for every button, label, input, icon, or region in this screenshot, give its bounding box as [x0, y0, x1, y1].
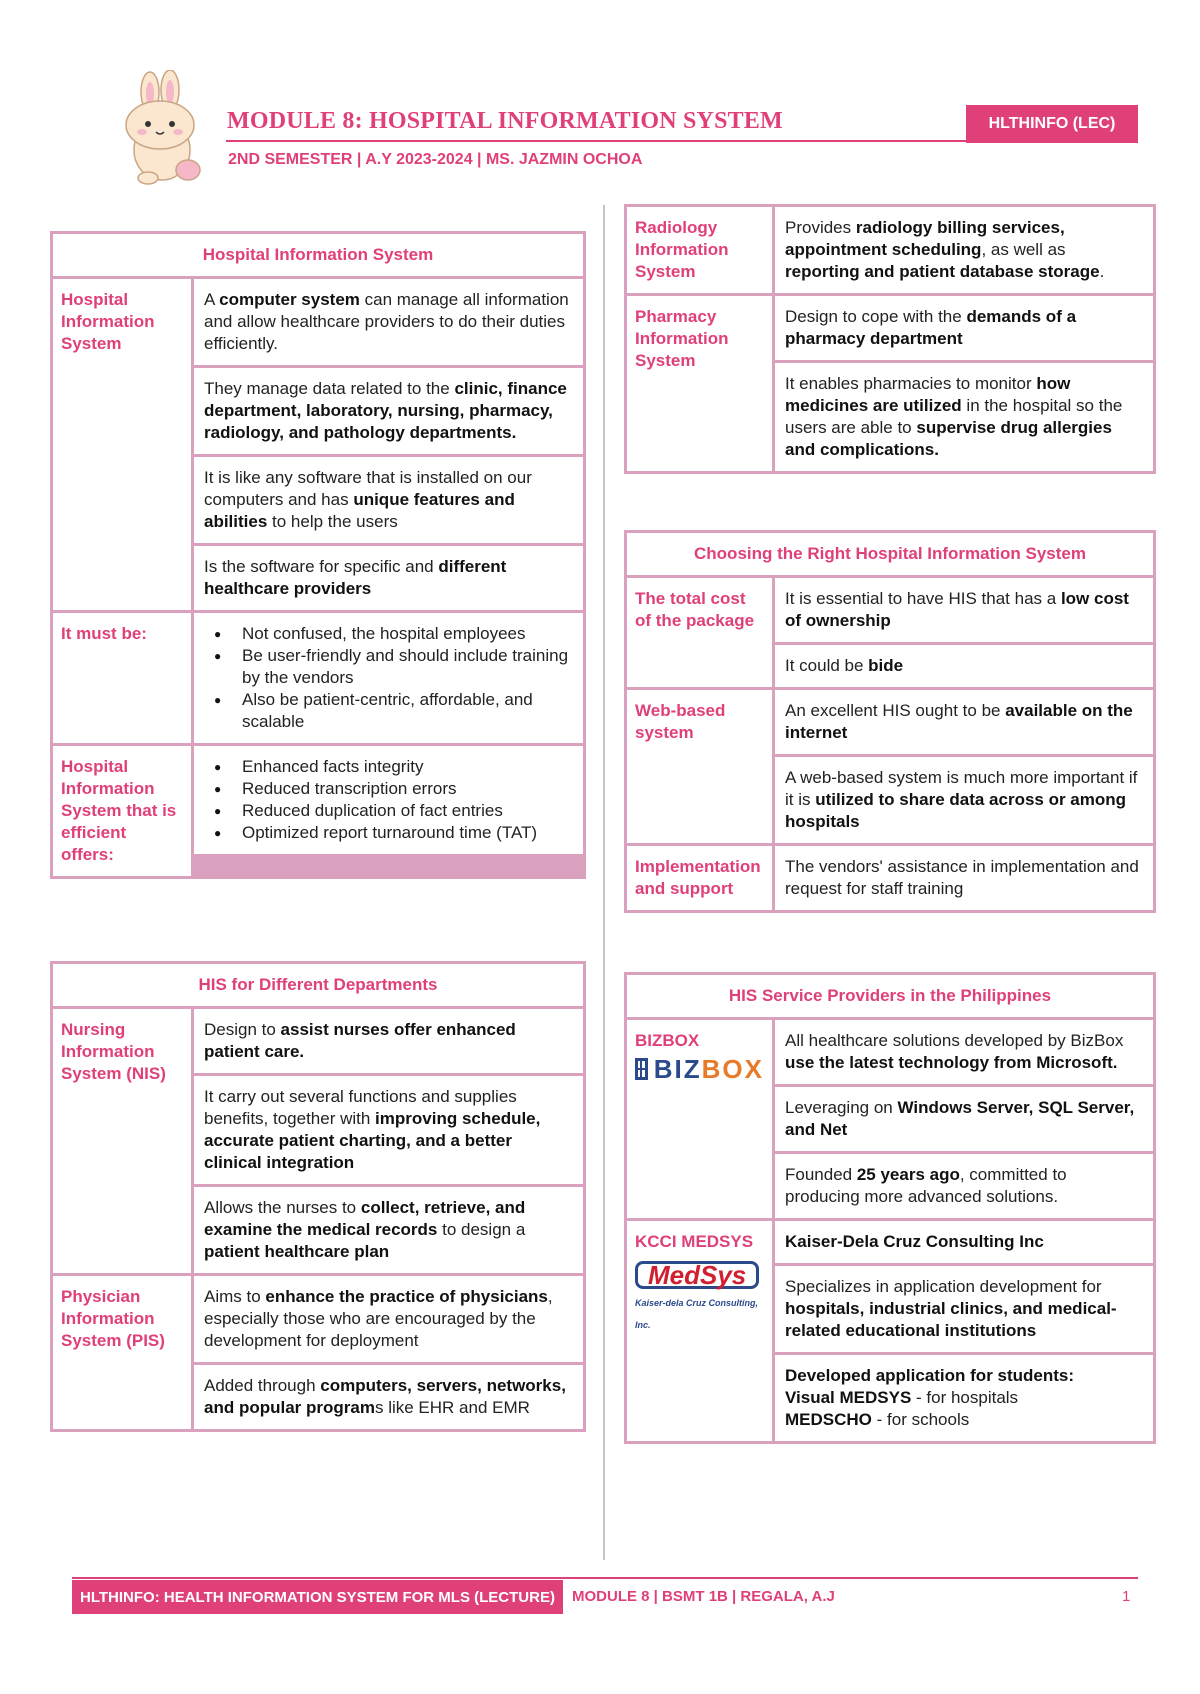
list-item: ● Reduced transcription errors	[204, 778, 573, 800]
table-row-web-based-system	[627, 690, 1153, 843]
table-row-nursing-information-system-nis	[53, 1009, 583, 1273]
table-cell: A computer system can manage all information and allow healthcare providers to do their duties efficiently.	[194, 279, 583, 365]
row-label: Pharmacy Information System	[627, 296, 772, 471]
table-cell: Developed application for students: Visual MEDSYS - for hospitals MEDSCHO - for schools	[775, 1355, 1153, 1441]
row-label: Nursing Information System (NIS)	[53, 1009, 191, 1273]
row-label: Implementation and support	[627, 846, 772, 910]
departments-table	[50, 961, 586, 1432]
row-label: The total cost of the package	[627, 578, 772, 687]
table-row-bizbox	[627, 1020, 1153, 1218]
table-row-hospital-information-system	[53, 279, 583, 610]
table-cell: Founded 25 years ago, committed to producing more advanced solutions.	[775, 1154, 1153, 1218]
table-cell: Allows the nurses to collect, retrieve, and examine the medical records to design a patient healthcare plan	[194, 1187, 583, 1273]
table-cell: They manage data related to the clinic, finance department, laboratory, nursing, pharmacy, radiology, and pathology departments.	[194, 368, 583, 454]
table-cell: The vendors' assistance in implementation and request for staff training	[775, 846, 1153, 910]
row-label: Radiology Information System	[627, 207, 772, 293]
providers-table	[624, 972, 1156, 1444]
column-divider	[603, 205, 605, 1560]
title-rule	[226, 140, 966, 142]
list-item: ● Reduced duplication of fact entries	[204, 800, 573, 822]
medsys-logo-icon: MedSys Kaiser-dela Cruz Consulting, Inc.	[635, 1260, 759, 1330]
table-row-pharmacy-information-system	[627, 296, 1153, 471]
table-row-implementation-and-support	[627, 846, 1153, 910]
table-cell: Design to assist nurses offer enhanced patient care.	[194, 1009, 583, 1073]
list-item: ● Be user-friendly and should include training by the vendors	[204, 645, 573, 689]
table-cell: Aims to enhance the practice of physicians, especially those who are encouraged by the development for deployment	[194, 1276, 583, 1362]
bullet-list	[194, 613, 583, 743]
table-cell: An excellent HIS ought to be available on the internet	[775, 690, 1153, 754]
table-cell: It is like any software that is installed on our computers and has unique features and abilities to help the users	[194, 457, 583, 543]
bizbox-logo-icon: BIZBOX	[635, 1058, 764, 1080]
table-cell: Is the software for specific and different healthcare providers	[194, 546, 583, 610]
table-cell: It could be bide	[775, 645, 1153, 687]
table-row-it-must-be	[53, 613, 583, 743]
table-cell: It enables pharmacies to monitor how medicines are utilized in the hospital so the users are able to supervise drug allergies and complications.	[775, 363, 1153, 471]
table-cell: Specializes in application development for hospitals, industrial clinics, and medical-related educational institutions	[775, 1266, 1153, 1352]
row-label: Physician Information System (PIS)	[53, 1276, 191, 1429]
table-cell: It carry out several functions and supplies benefits, together with improving schedule, accurate patient charting, and a better clinical integration	[194, 1076, 583, 1184]
table-cell: A web-based system is much more important if it is utilized to share data across or among hospitals	[775, 757, 1153, 843]
list-item: ● Not confused, the hospital employees	[204, 623, 573, 645]
table-heading: HIS Service Providers in the Philippines	[627, 975, 1153, 1017]
footer-rule	[72, 1577, 1138, 1579]
table-row-hospital-information-system-that-is-efficient-offers	[53, 746, 583, 876]
table-cell: It is essential to have HIS that has a low cost of ownership	[775, 578, 1153, 642]
table-row-radiology-information-system	[627, 207, 1153, 293]
choosing-his-table	[624, 530, 1156, 913]
page-number: 1	[1122, 1588, 1131, 1605]
bunny-icon	[118, 70, 210, 190]
page-subtitle: 2ND SEMESTER | A.Y 2023-2024 | MS. JAZMIN OCHOA	[228, 151, 643, 168]
row-label: KCCI MEDSYS MedSys Kaiser-dela Cruz Consulting, Inc.	[627, 1221, 772, 1441]
page-title: MODULE 8: HOSPITAL INFORMATION SYSTEM	[227, 108, 783, 134]
table-cell: Design to cope with the demands of a pharmacy department	[775, 296, 1153, 360]
list-item: ● Optimized report turnaround time (TAT)	[204, 822, 573, 844]
radiology-pharmacy-table	[624, 204, 1156, 474]
table-row-physician-information-system-pis	[53, 1276, 583, 1429]
table-cell: Leveraging on Windows Server, SQL Server, and Net	[775, 1087, 1153, 1151]
table-cell: Provides radiology billing services, appointment scheduling, as well as reporting and patient database storage.	[775, 207, 1153, 293]
his-table	[50, 231, 586, 879]
table-heading: Choosing the Right Hospital Information System	[627, 533, 1153, 575]
table-cell: All healthcare solutions developed by BizBox use the latest technology from Microsoft.	[775, 1020, 1153, 1084]
list-item: ● Also be patient-centric, affordable, and scalable	[204, 689, 573, 733]
footer-info: MODULE 8 | BSMT 1B | REGALA, A.J	[572, 1588, 835, 1605]
table-row-the-total-cost-of-the-package	[627, 578, 1153, 687]
row-label: It must be:	[53, 613, 191, 743]
bullet-list	[194, 746, 583, 854]
row-label: Hospital Information System	[53, 279, 191, 610]
table-row-kcci-medsys	[627, 1221, 1153, 1441]
table-heading: Hospital Information System	[53, 234, 583, 276]
row-label: Web-based system	[627, 690, 772, 843]
list-item: ● Enhanced facts integrity	[204, 756, 573, 778]
footer-course: HLTHINFO: HEALTH INFORMATION SYSTEM FOR MLS (LECTURE)	[72, 1580, 563, 1614]
table-cell: Kaiser-Dela Cruz Consulting Inc	[775, 1221, 1153, 1263]
table-heading: HIS for Different Departments	[53, 964, 583, 1006]
course-tag: HLTHINFO (LEC)	[966, 105, 1138, 143]
table-cell: Added through computers, servers, networks, and popular programs like EHR and EMR	[194, 1365, 583, 1429]
row-label: Hospital Information System that is efficient offers:	[53, 746, 191, 876]
row-label: BIZBOX BIZBOX	[627, 1020, 772, 1218]
